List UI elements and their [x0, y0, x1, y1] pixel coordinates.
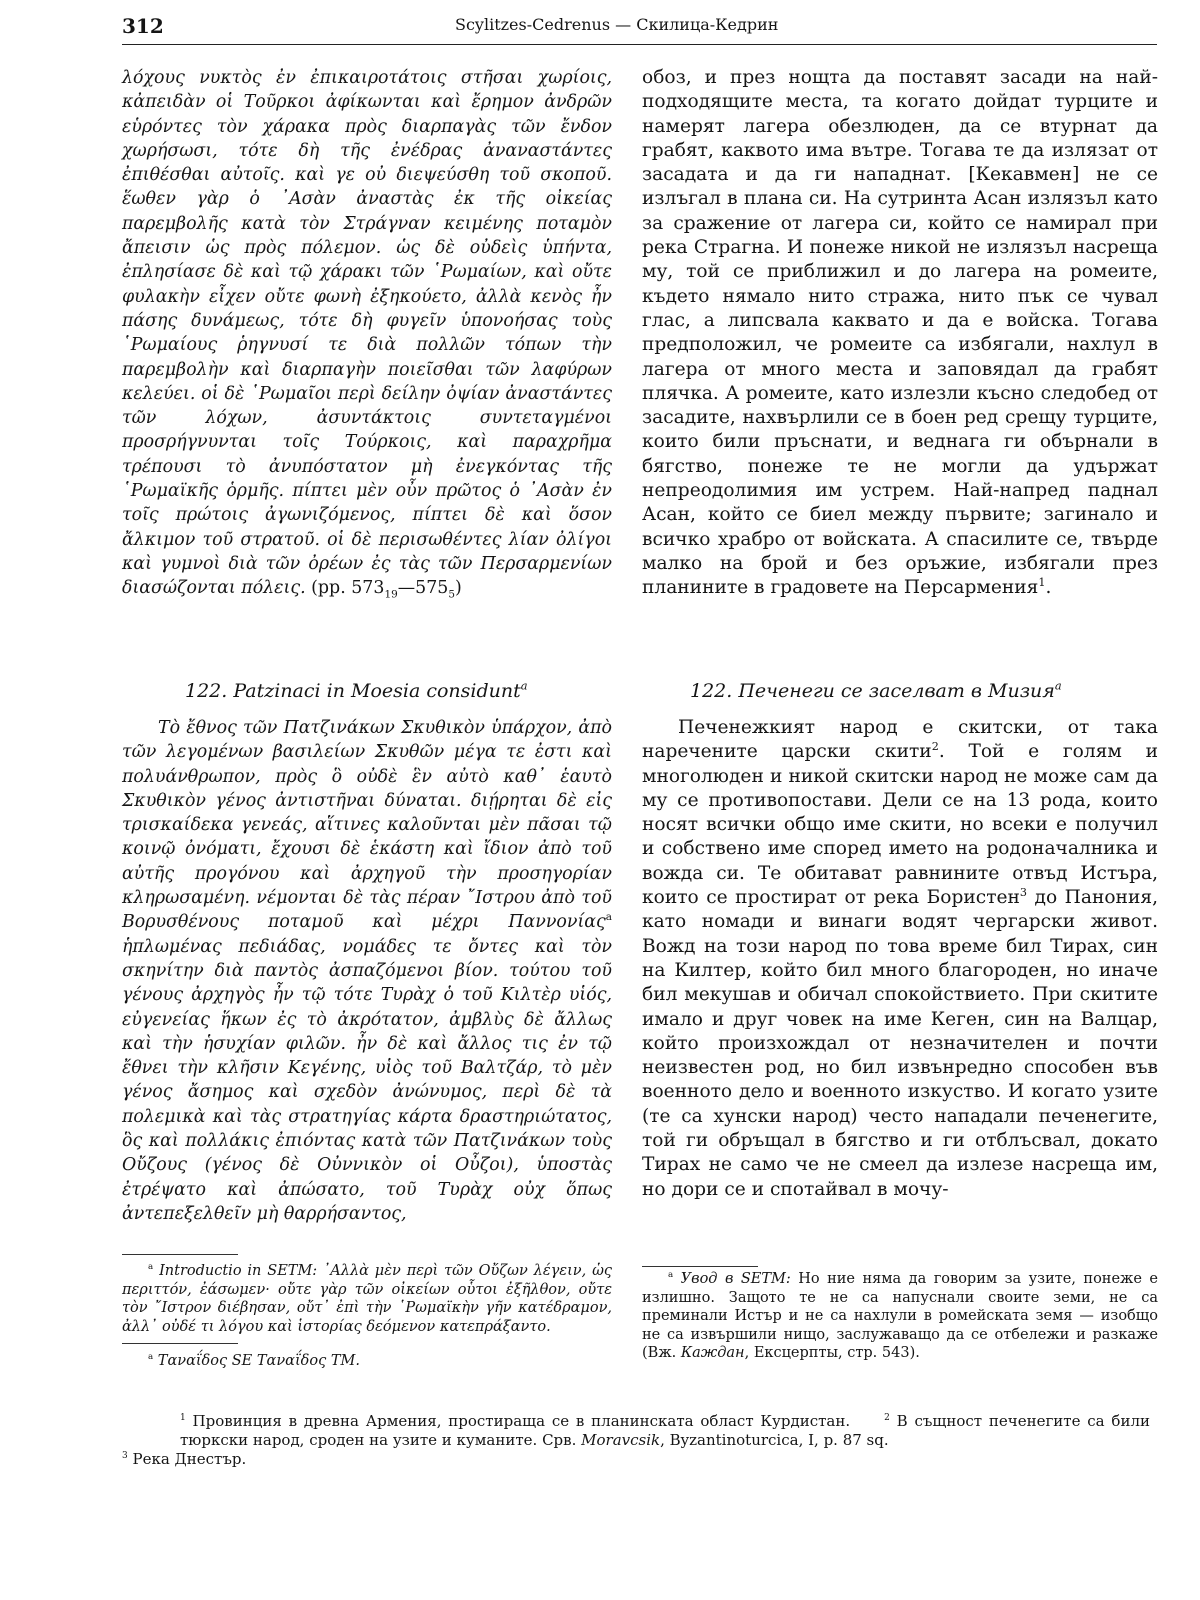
footnote-separator	[122, 1343, 238, 1344]
section-heading-bulgarian: 122. Печенеги се заселват в Мизия$^a$	[690, 678, 1062, 702]
greek-reference: (pp. $573_{19}—575_5$)	[311, 578, 462, 601]
greek-footnote-a1: $^a$ Introductio in SETM: ᾿Αλλὰ μὲν περὶ τῶν Οὔζων λέγειν, ὡς περιττόν, ἐάσωμεν· οὔτε γὰρ τῶν οἰκείων οὗτοι ἐξῆλθον, οὔτε τὸν ῎Ιστρον διέβησαν, οὔτ᾿ ἐπὶ τὴν ῾Ρωμαϊκὴν γῆν κατέδραμον, ἀλλ᾿ οὐδέ τι λόγου καὶ ἱστορίας δεόμενον κατεπράξαντο.	[122, 1262, 613, 1335]
greek-paragraph-122: Τὸ ἔθνος τῶν Πατζινάκων Σκυθικὸν ὑπάρχον, ἀπὸ τῶν λεγομένων βασιλείων Σκυθῶν μέγα τε ἐστι καὶ πολυάνθρωπον, πρὸς ὃ οὐδὲ ἓν αὐτὸ καθ᾿ ἑαυτὸ Σκυθικὸν γένος ἀντιστῆναι δύναται. διῄρηται δὲ εἰς τρισκαίδεκα γενεάς, αἵτινες καλοῦνται μὲν πᾶσαι τῷ κοινῷ ὀνόματι, ἔχουσι δὲ ἑκάστη καὶ ἴδιον ἀπὸ τοῦ αὐτῆς προγόνου καὶ ἀρχηγοῦ τὴν προσηγορίαν κληρωσαμένη. νέμονται δὲ τὰς πέραν ῎Ιστρου ἀπὸ τοῦ Βορυσθένους ποταμοῦ καὶ μέχρι Παννονίας$^a$ ἡπλωμένας πεδιάδας, νομάδες τε ὄντες καὶ τὸν σκηνίτην διὰ παντὸς ἀσπαζόμενοι βίον. τούτου τοῦ γένους ἀρχηγὸς ἦν τῷ τότε Τυρὰχ ὁ τοῦ Κιλτὲρ υἱός, εὐγενείας ἥκων ἐς τὸ ἀκρότατον, ἀμβλὺς δὲ ἄλλως καὶ τὴν ἡσυχίαν φιλῶν. ἦν δὲ καὶ ἄλλος τις ἐν τῷ ἔθνει τὴν κλῆσιν Κεγένης, υἱὸς τοῦ Βαλτζάρ, τὸ μὲν γένος ἄσημος καὶ σχεδὸν ἀνώνυμος, περὶ δὲ τὰ πολεμικὰ καὶ τὰς στρατηγίας κάρτα δραστηριώτατος, ὃς καὶ πολλάκις ἐπιόντας κατὰ τῶν Πατζινάκων τοὺς Οὔζους (γένος δὲ Οὐννικὸν οἱ Οὖζοι), ὑποστὰς ἐτρέψατο καὶ ἀπώσατο, τοῦ Τυρὰχ οὐχ ὅπως ἀντεπεξελθεῖν μὴ θαρρήσαντος,	[122, 718, 612, 1224]
greek-text-prev	[122, 66, 612, 601]
bulgarian-footnote	[642, 1270, 1158, 1363]
greek-footnotes	[122, 1262, 612, 1371]
bulgarian-paragraph: обоз, и през нощта да поставят засади на най-подходящите места, та когато дойдат турците и намерят лагера обезлюден, да се втурнат да грабят, каквото има вътре. Тогава те да излязат от засадата и да ги нападнат. [Кекавмен] не се излъгал в плана си. На сутринта Асан излязъл като за сражение от лагера си, който се намирал при река Страгна. И понеже никой не излязъл насреща му, той се приближил и до лагера на ромеите, където нямало нито стража, нито пък се чувал глас, а липсвала каквато и да е войска. Тогава предположил, че ромеите са избягали, нахлул в лагера от много места и заповядал да грабят плячка. А ромеите, като излезли късно следобед от засадите, нахвърлили се в боен ред срещу турците, които били пръснати, и веднага ги обърнали в бягство, понеже те не могли да удържат непреодолимия им устрем. Най-напред паднал Асан, който се биел между първите; загинало и всичко храбро от войската. А спасилите се, твърде малко на брой и без оръжие, избягали през планините в градовете на Персармения	[642, 67, 1158, 599]
page-footnote-3: $^3$ Река Днестър.	[122, 1450, 247, 1468]
page-number: 312	[122, 14, 164, 38]
footnote-ref: a	[605, 911, 612, 924]
greek-footnote-a2: $^a$ Ταναΐδος SE Ταναΐδος TM.	[148, 1352, 360, 1370]
footnote-separator	[642, 1266, 758, 1267]
header-rule	[122, 44, 1157, 45]
bulgarian-text-122	[642, 716, 1158, 1202]
running-title: Scylitzes-Cedrenus — Скилица-Кедрин	[455, 15, 779, 34]
footnote-ref: 3	[1019, 885, 1027, 899]
greek-paragraph: λόχους νυκτὸς ἐν ἐπικαιροτάτοις στῆσαι χωρίοις, κἀπειδὰν οἱ Τοῦρκοι ἀφίκωνται καὶ ἔρημον ἀνδρῶν εὑρόντες τὸν χάρακα πρὸς διαρπαγὰς τῶν ἔνδον χωρήσωσι, τότε δὴ τῆς ἐνέδρας ἀναναστάντες ἐπιθέσθαι αὐτοῖς. καὶ γε οὐ διεψεύσθη τοῦ σκοποῦ. ἕωθεν γὰρ ὁ ᾿Ασὰν ἀναστὰς ἐκ τῆς οἰκείας παρεμβολῆς κατὰ τὸν Στράγναν κειμένης ποταμὸν ἄπεισιν ὡς πρὸς πόλεμον. ὡς δὲ οὐδεὶς ὑπήντα, ἐπλησίασε δὲ καὶ τῷ χάρακι τῶν ῾Ρωμαίων, καὶ οὔτε φυλακὴν εἶχεν οὔτε φωνὴ ἐξηκούετο, ἀλλὰ κενὸς ἦν πάσης δυνάμεως, τότε δὴ φυγεῖν ὑπονοήσας τοὺς ῾Ρωμαίους ῥηγνυσί τε διὰ πολλῶν τόπων τὴν παρεμβολὴν καὶ διαρπαγὴν ποιεῖσθαι τῶν λαφύρων κελεύει. οἱ δὲ ῾Ρωμαῖοι περὶ δείλην ὀψίαν ἀναστάντες τῶν λόχων, ἀσυντάκτοις συντεταγμένοι προσρήγνυνται τοῖς Τούρκοις, καὶ παραχρῆμα τρέπουσι τὸ ἀνυπόστατον μὴ ἐνεγκόντας τῆς ῾Ρωμαϊκῆς ὁρμῆς. πίπτει μὲν οὖν πρῶτος ὁ ᾿Ασὰν ἐν τοῖς πρώτοις ἀγωνιζόμενος, πίπτει δὲ καὶ ὅσον ἄλκιμον τοῦ στρατοῦ. οἱ δὲ περισωθέντες λίαν ὀλίγοι καὶ γυμνοὶ διὰ τῶν ὀρέων ἐς τὰς τῶν Περσαρμενίων διασώζονται πόλεις.	[122, 68, 612, 599]
bulgarian-paragraph-122: Печенежкият народ е скитски, от така наречените царски скити$^2$. Той е голям и многолюден и никой скитски народ не може сам да му се противопостави. Дели се на 13 рода, които носят всички общо име скити, но всеки е получил и собствено име според името на родоначалника и вожда си. Те обитават равнините отвъд Истъра, които се простират от река Бористен$^3$ до Панония, като номади и винаги водят чергарски живот. Вожд на този народ по това време бил Тирах, син на Килтер, който бил много благороден, но иначе бил мекушав и обичал спокойствието. При скитите имало и друг човек на име Кеген, син на Валцар, който произхождал от незначителен и почти неизвестен род, но бил извънредно способен във военното дело и военното изкуство. И когато узите (те са хунски народ) често нападали печенегите, той ги обръщал в бягство и ги отблъсвал, докато Тирах не само че не смеел да излезе насреща им, но дори се и спотайвал в мочу-	[642, 717, 1158, 1200]
footnote-separator	[122, 1254, 238, 1255]
footnote-ref: 1	[1038, 576, 1046, 590]
greek-text-122	[122, 716, 612, 1226]
bulgarian-footnote-a: $^a$ Увод в SETM: Но ние няма да говорим за узите, понеже е излишно. Защото те не са напуснали своите земи, не са преминали Истър и не са нахлули в ромейската земя — изобщо не са извършили нищо, заслужаващо да се отбележи и разкаже (Вж. Каждан, Ексцерпты, стр. 543).	[642, 1270, 1159, 1362]
footnote-ref: 2	[931, 740, 939, 754]
section-heading-latin: 122. Patzinaci in Moesia considunt$^a$	[185, 678, 528, 702]
page-footnotes	[122, 1412, 1150, 1469]
page-footnote-1-2: $^1$ Провинция в древна Армения, простираща се в планинската област Курдистан. $^2$ В същност печенегите са били тюркски народ, сроден на узите и куманите. Срв. Moravcsik, Byzantinoturcica, I, p. 87 sq.	[180, 1412, 1150, 1449]
bulgarian-text-prev: обоз, и през нощта да поставят засади на най-подходящите места, та когато дойдат турците и намерят лагера обезлюден, да се втурнат да грабят, каквото има вътре. Тогава те да излязат от засадата и да ги нападнат. [Кекавмен] не се излъгал в плана си. На сутринта Асан излязъл като за сражение от лагера си, който се намирал при река Страгна. И понеже никой не излязъл насреща му, той се приближил и до лагера на ромеите, където нямало нито стража, нито пък се чувал глас, а липсвала каквато и да е войска. Тогава предположил, че ромеите са избягали, нахлул в лагера от много места и заповядал да грабят плячка. А ромеите, като излезли късно следобед от засадите, нахвърлили се в боен ред срещу турците, които били пръснати, и веднага ги обърнали в бягство, понеже те не могли да удържат непреодолимия им устрем. Най-напред паднал Асан, който се биел между първите; загинало и всичко храбро от войската. А спасилите се, твърде малко на брой и без оръжие, избягали през планините в градовете на Персармения$^1$.	[642, 67, 1158, 599]
